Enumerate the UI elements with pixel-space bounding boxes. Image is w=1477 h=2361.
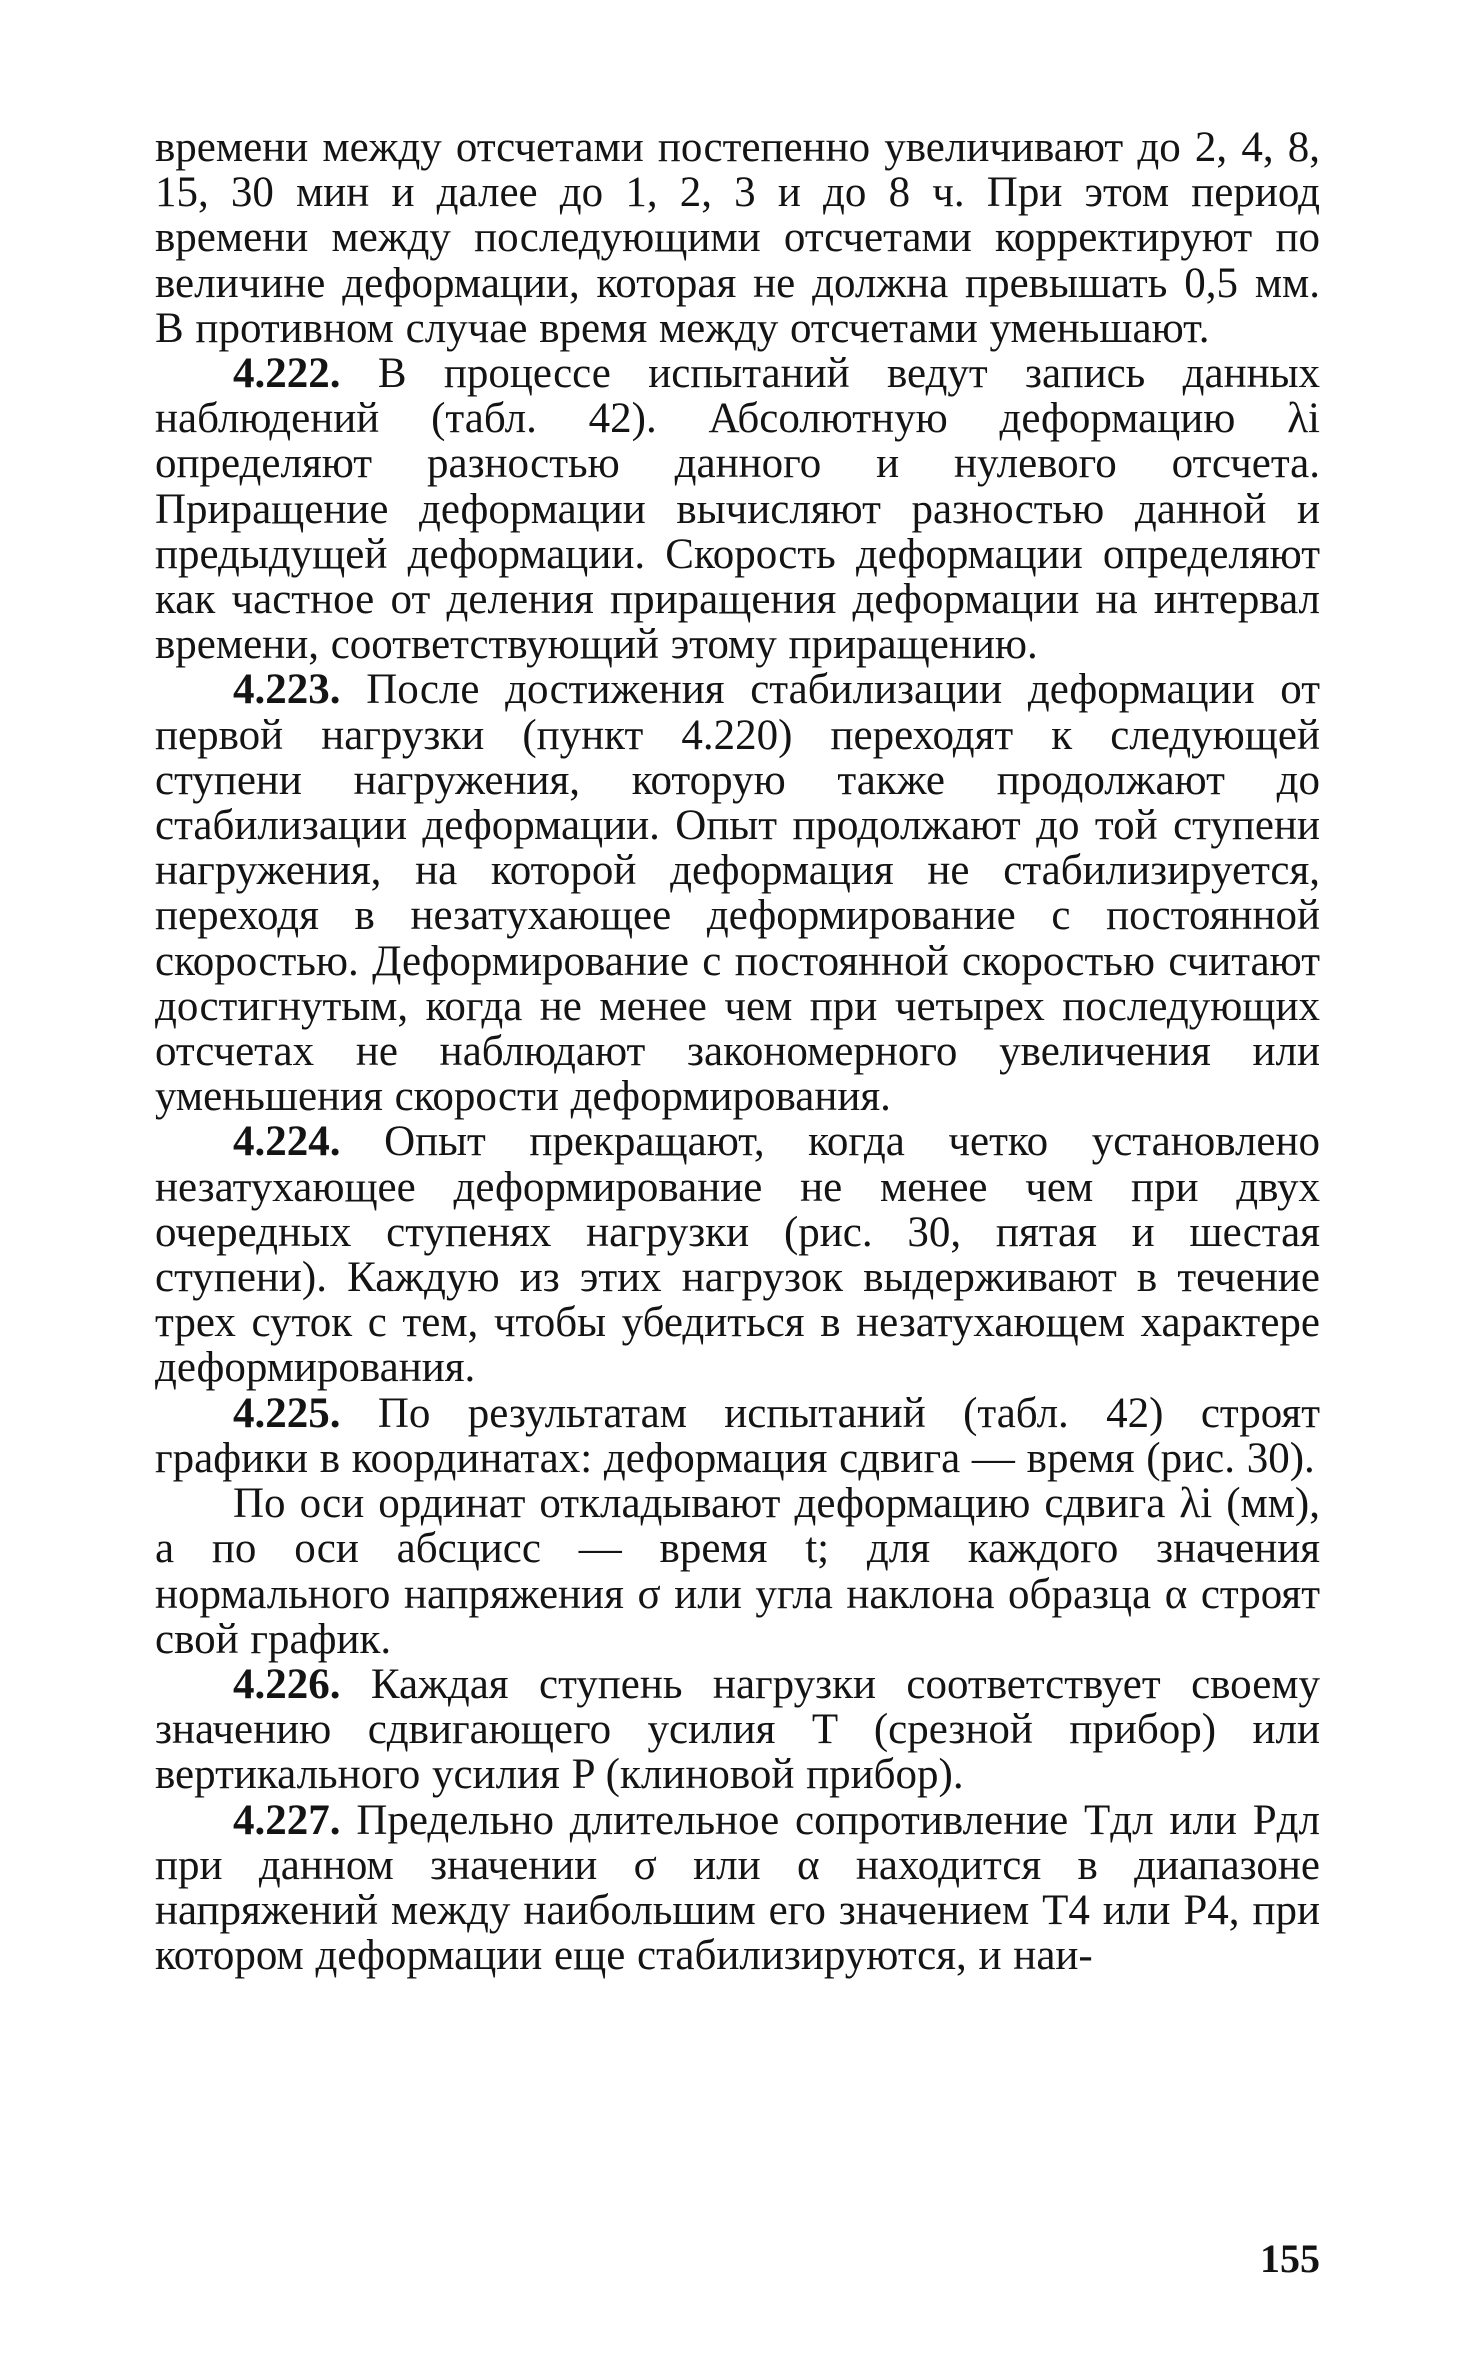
paragraph-4-225 <box>155 1391 1320 1481</box>
section-number: 4.224. <box>233 1118 341 1166</box>
paragraph-text: времени между отсчетами постепенно увеличивают до 2, 4, 8, 15, 30 мин и далее до 1, 2, 3 и до 8 ч. При этом период времени между последующими отсчетами корректируют по величине деформации, которая не должна превышать 0,5 мм. В противном случае время между отсчетами уменьшают. <box>155 124 1320 352</box>
document-page <box>155 125 1320 1978</box>
page-number: 155 <box>1260 2236 1320 2281</box>
section-number: 4.227. <box>233 1796 341 1844</box>
section-number: 4.226. <box>233 1660 341 1708</box>
paragraph-4-225-axes <box>155 1481 1320 1662</box>
paragraph-text: По результатам испытаний (табл. 42) строят графики в координатах: деформация сдвига — время (рис. 30). <box>155 1389 1320 1482</box>
paragraph-text: В процессе испытаний ведут запись данных наблюдений (табл. 42). Абсолютную деформацию λi определяют разностью данного и нулевого отсчета. Приращение деформации вычисляют разностью данной и предыдущей деформации. Скорость деформации определяют как частное от деления приращения деформации на интервал времени, соответствующий этому приращению. <box>155 350 1321 669</box>
paragraph-text: Предельно длительное сопротивление Tдл или Pдл при данном значении σ или α находится в диапазоне напряжений между наибольшим его значением T4 или P4, при котором деформации еще стабилизируются, и наи- <box>155 1796 1321 1980</box>
paragraph-continuation <box>155 125 1320 351</box>
paragraph-text: По оси ординат откладывают деформацию сдвига λi (мм), а по оси абсцисс — время t; для каждого значения нормального напряжения σ или угла наклона образца α строят свой график. <box>155 1480 1320 1663</box>
paragraph-4-223 <box>155 667 1320 1119</box>
paragraph-text: После достижения стабилизации деформации от первой нагрузки (пункт 4.220) переходят к следующей ступени нагружения, которую также продолжают до стабилизации деформации. Опыт продолжают до той ступени нагружения, на которой деформация не стабилизируется, переходя в незатухающее деформирование с постоянной скоростью. Деформирование с постоянной скоростью считают достигнутым, когда не менее чем при четырех последующих отсчетах не наблюдают закономерного увеличения или уменьшения скорости деформирования. <box>155 666 1321 1121</box>
paragraph-4-224 <box>155 1119 1320 1390</box>
section-number: 4.223. <box>233 666 341 714</box>
section-number: 4.225. <box>233 1389 341 1437</box>
paragraph-text: Каждая ступень нагрузки соответствует своему значению сдвигающего усилия T (срезной прибор) или вертикального усилия P (клиновой прибор). <box>155 1660 1321 1799</box>
section-number: 4.222. <box>233 350 341 398</box>
paragraph-4-227 <box>155 1798 1320 1979</box>
paragraph-4-222 <box>155 351 1320 667</box>
paragraph-4-226 <box>155 1662 1320 1798</box>
paragraph-text: Опыт прекращают, когда четко установлено незатухающее деформирование не менее чем при двух очередных ступенях нагрузки (рис. 30, пятая и шестая ступени). Каждую из этих нагрузок выдерживают в течение трех суток с тем, чтобы убедиться в незатухающем характере деформирования. <box>155 1118 1320 1392</box>
